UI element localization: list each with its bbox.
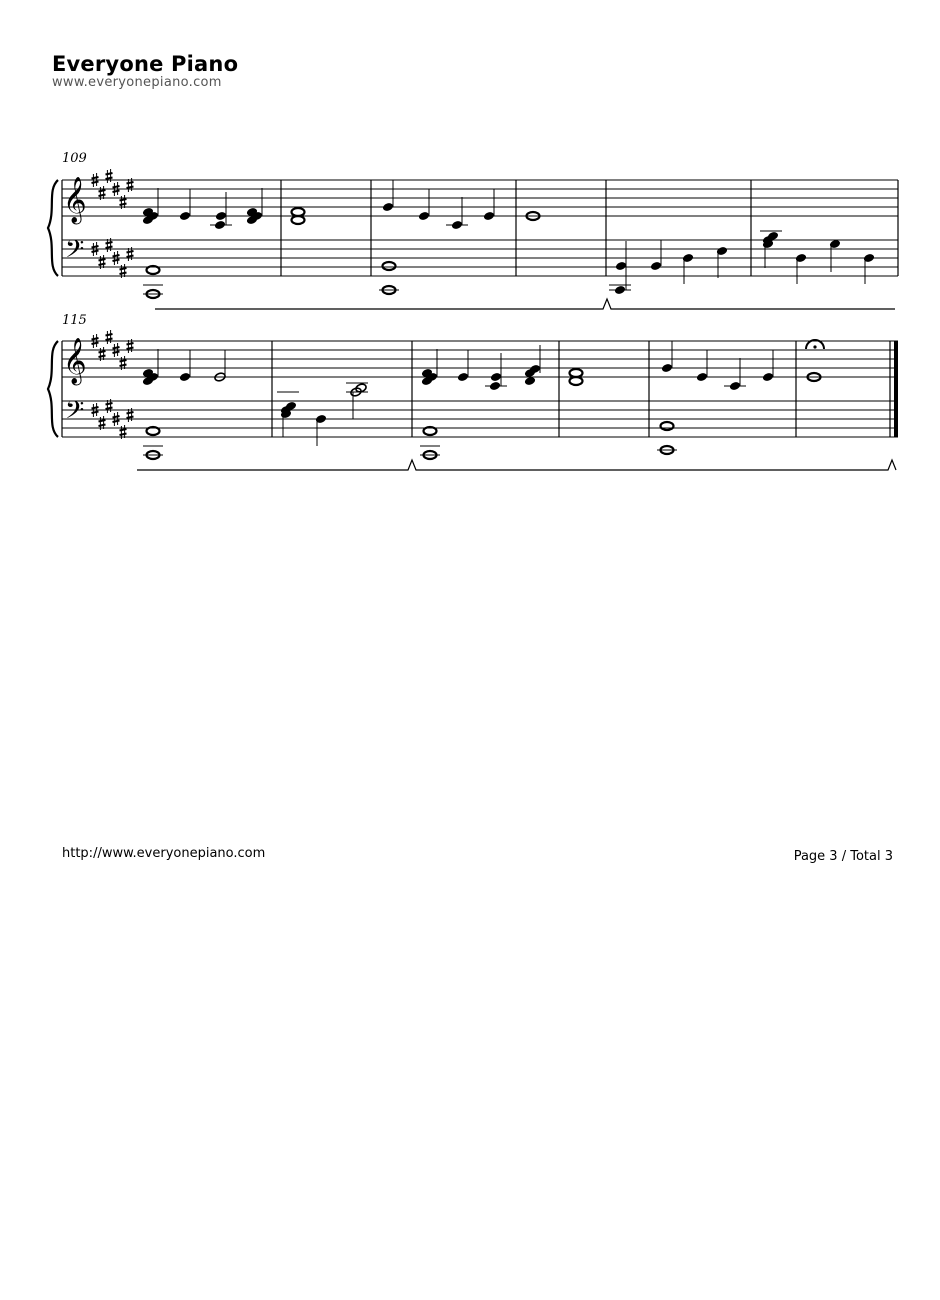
site-url[interactable]: www.everyonepiano.com — [52, 75, 222, 90]
treble-staff-1 — [62, 180, 898, 216]
measure-number-109: 109 — [62, 151, 87, 166]
footer-url[interactable]: http://www.everyonepiano.com — [62, 846, 266, 861]
notes-m111 — [379, 180, 495, 294]
measure-number-115: 115 — [62, 313, 87, 328]
barlines-1 — [281, 180, 898, 276]
bass-clef: 𝄢 — [65, 396, 85, 431]
notes-m120 — [806, 340, 824, 381]
brace — [48, 341, 58, 437]
sheet-music — [0, 0, 940, 520]
brace — [48, 180, 58, 276]
notes-m109-treble — [142, 188, 263, 230]
bass-staff-2 — [62, 401, 898, 437]
pedal-marks-1 — [155, 299, 895, 309]
treble-clef: 𝄞 — [63, 338, 87, 384]
treble-clef: 𝄞 — [63, 177, 87, 223]
site-title: Everyone Piano — [52, 52, 239, 76]
page-indicator: Page 3 / Total 3 — [793, 849, 893, 864]
system-1 — [48, 151, 898, 309]
notes-m113 — [609, 240, 728, 295]
notes-m117 — [420, 345, 541, 459]
pedal-marks-2 — [137, 460, 896, 470]
system-2 — [48, 313, 898, 470]
notes-m109-bass — [143, 266, 163, 298]
notes-m115 — [142, 349, 226, 459]
notes-m110 — [292, 208, 305, 224]
final-barline — [894, 341, 898, 437]
bass-staff-1 — [62, 240, 898, 276]
notes-m118 — [570, 369, 583, 385]
bass-clef: 𝄢 — [65, 235, 85, 270]
